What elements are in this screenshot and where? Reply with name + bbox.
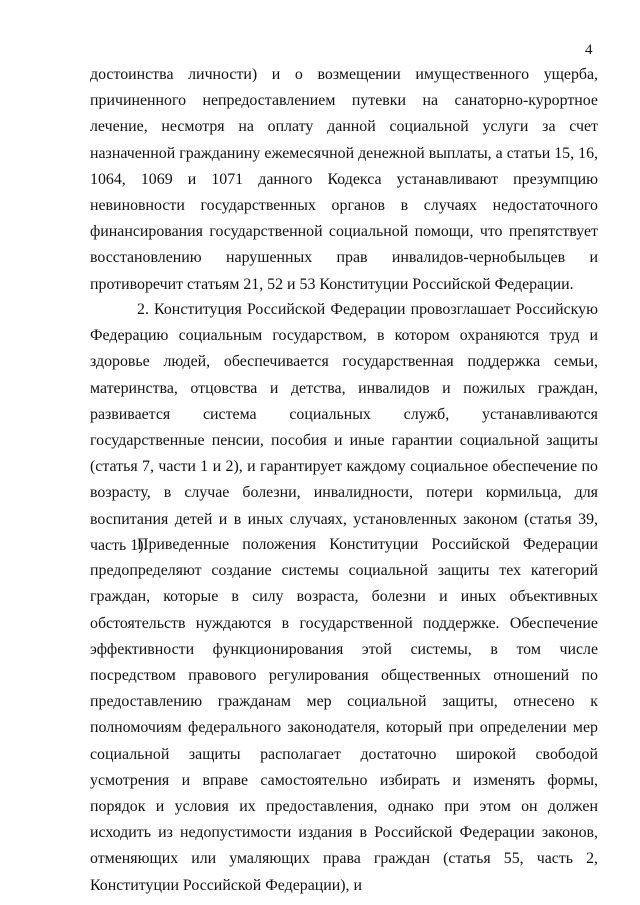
paragraph-text: 2. Конституция Российской Федерации провозглашает Российскую Федерацию социальным государством, в котором охраняются труд и здоровье людей, обеспечивается государственная поддержка семьи, материнства, отцовства и детства, инвалидов и пожилых граждан, развивается система социальных служб, устанавливаются государственные пенсии, пособия и иные гарантии социальной защиты (статья 7, части 1 и 2), и гарантирует каждому социальное обеспечение по возрасту, в случае болезни, инвалидности, потери кормильца, для воспитания детей и в иных случаях, установленных законом (статья 39, часть 1). bbox=[90, 301, 598, 554]
page-number: 4 bbox=[585, 42, 593, 58]
paragraph-constitution-social-state bbox=[90, 297, 598, 559]
paragraph-social-protection-system bbox=[90, 532, 598, 899]
paragraph-continuation bbox=[90, 62, 598, 298]
paragraph-text: достоинства личности) и о возмещении имущественного ущерба, причиненного непредоставлением путевки на санаторно-курортное лечение, несмотря на оплату данной социальной услуги за счет назначенной гражданину ежемесячной денежной выплаты, а статьи 15, 16, 1064, 1069 и 1071 данного Кодекса устанавливают презумпцию невиновности государственных органов в случаях недостаточного финансирования государственной социальной помощи, что препятствует восстановлению нарушенных прав инвалидов-чернобыльцев и противоречит статьям 21, 52 и 53 Конституции Российской Федерации. bbox=[90, 66, 598, 293]
paragraph-text: Приведенные положения Конституции Российской Федерации предопределяют создание системы социальной защиты тех категорий граждан, которые в силу возраста, болезни и иных объективных обстоятельств нуждаются в государственной поддержке. Обеспечение эффективности функционирования этой системы, в том числе посредством правового регулирования общественных отношений по предоставлению гражданам мер социальной защиты, отнесено к полномочиям федерального законодателя, который при определении мер социальной защиты располагает достаточно широкой свободой усмотрения и вправе самостоятельно избирать и изменять формы, порядок и условия их предоставления, однако при этом он должен исходить из недопустимости издания в Российской Федерации законов, отменяющих или умаляющих права граждан (статья 55, часть 2, Конституции Российской Федерации), и bbox=[90, 536, 598, 894]
